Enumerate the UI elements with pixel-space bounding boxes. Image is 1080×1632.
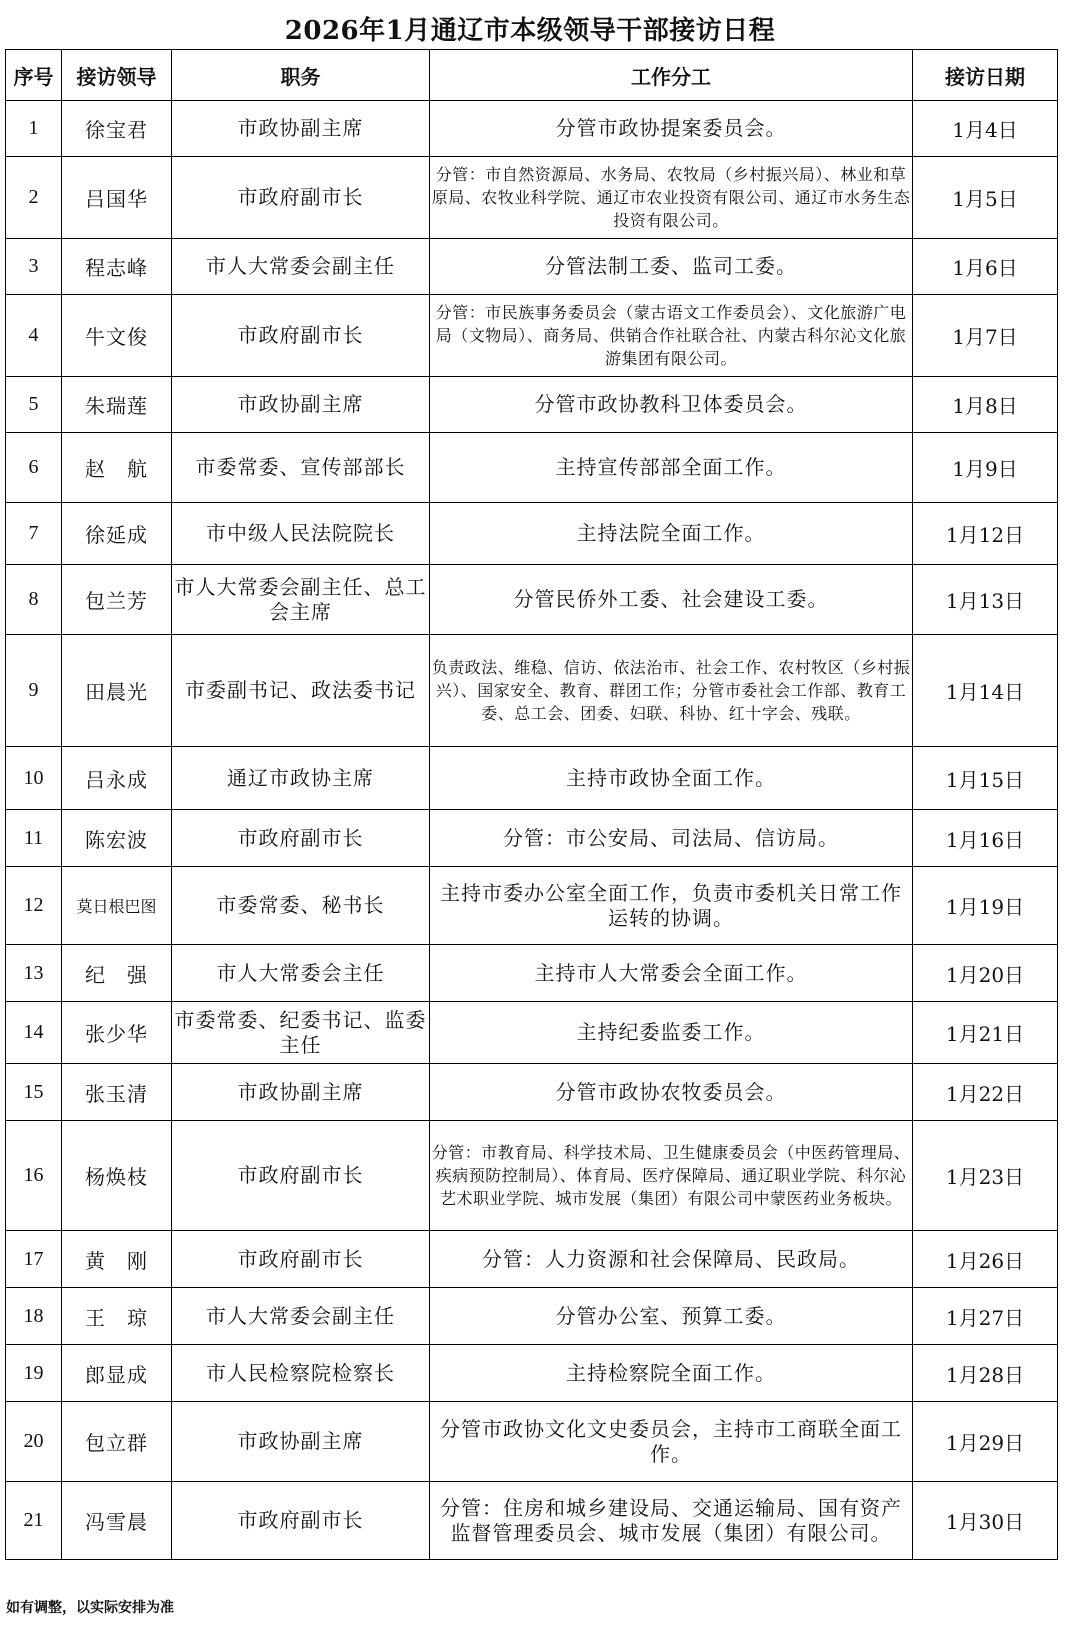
table-row	[6, 867, 1058, 945]
row-leader: 程志峰	[62, 239, 172, 295]
row-position: 市政府副市长	[172, 1121, 430, 1231]
table-row	[6, 1482, 1058, 1560]
row-position: 市人民检察院检察长	[172, 1345, 430, 1402]
row-no: 4	[6, 295, 62, 377]
row-no: 11	[6, 810, 62, 867]
row-date: 1月22日	[913, 1064, 1058, 1121]
row-leader: 杨焕枝	[62, 1121, 172, 1231]
row-date: 1月15日	[913, 747, 1058, 810]
row-position: 市中级人民法院院长	[172, 503, 430, 565]
row-position: 市政府副市长	[172, 295, 430, 377]
row-duty: 分管办公室、预算工委。	[430, 1288, 913, 1345]
row-position: 通辽市政协主席	[172, 747, 430, 810]
row-position: 市政府副市长	[172, 1482, 430, 1560]
table-row	[6, 433, 1058, 503]
row-duty: 分管民侨外工委、社会建设工委。	[430, 565, 913, 635]
table-row	[6, 157, 1058, 239]
row-position: 市人大常委会副主任	[172, 239, 430, 295]
row-date: 1月21日	[913, 1002, 1058, 1064]
row-position: 市政府副市长	[172, 810, 430, 867]
table-row	[6, 295, 1058, 377]
header-duty: 工作分工	[430, 50, 913, 101]
row-leader: 牛文俊	[62, 295, 172, 377]
row-date: 1月8日	[913, 377, 1058, 433]
row-no: 10	[6, 747, 62, 810]
row-date: 1月19日	[913, 867, 1058, 945]
row-duty: 负责政法、维稳、信访、依法治市、社会工作、农村牧区（乡村振兴）、国家安全、教育、群团工作；分管市委社会工作部、教育工委、总工会、团委、妇联、科协、红十字会、残联。	[430, 635, 913, 747]
table-row	[6, 101, 1058, 157]
row-duty: 分管：市公安局、司法局、信访局。	[430, 810, 913, 867]
row-position: 市委常委、宣传部部长	[172, 433, 430, 503]
row-leader: 黄 刚	[62, 1231, 172, 1288]
table-row	[6, 1002, 1058, 1064]
row-position: 市委常委、纪委书记、监委主任	[172, 1002, 430, 1064]
row-date: 1月16日	[913, 810, 1058, 867]
row-duty: 分管市政协教科卫体委员会。	[430, 377, 913, 433]
row-leader: 包兰芳	[62, 565, 172, 635]
row-position: 市政府副市长	[172, 157, 430, 239]
row-leader: 王 琼	[62, 1288, 172, 1345]
row-duty: 主持市委办公室全面工作，负责市委机关日常工作运转的协调。	[430, 867, 913, 945]
table-row	[6, 1121, 1058, 1231]
table-header-row	[6, 50, 1058, 101]
row-duty: 分管市政协文化文史委员会，主持市工商联全面工作。	[430, 1402, 913, 1482]
row-date: 1月14日	[913, 635, 1058, 747]
row-position: 市政协副主席	[172, 377, 430, 433]
row-no: 16	[6, 1121, 62, 1231]
row-no: 14	[6, 1002, 62, 1064]
row-no: 18	[6, 1288, 62, 1345]
row-no: 17	[6, 1231, 62, 1288]
row-duty: 分管市政协提案委员会。	[430, 101, 913, 157]
table-row	[6, 503, 1058, 565]
row-date: 1月26日	[913, 1231, 1058, 1288]
header-position: 职务	[172, 50, 430, 101]
header-date: 接访日期	[913, 50, 1058, 101]
row-position: 市人大常委会主任	[172, 945, 430, 1002]
table-row	[6, 945, 1058, 1002]
row-date: 1月7日	[913, 295, 1058, 377]
row-date: 1月30日	[913, 1482, 1058, 1560]
row-leader: 吕永成	[62, 747, 172, 810]
row-position: 市委副书记、政法委书记	[172, 635, 430, 747]
table-row	[6, 635, 1058, 747]
table-row	[6, 1231, 1058, 1288]
row-date: 1月13日	[913, 565, 1058, 635]
row-no: 2	[6, 157, 62, 239]
row-duty: 主持市人大常委会全面工作。	[430, 945, 913, 1002]
row-position: 市政协副主席	[172, 1402, 430, 1482]
row-date: 1月23日	[913, 1121, 1058, 1231]
row-leader: 陈宏波	[62, 810, 172, 867]
row-leader: 莫日根巴图	[62, 867, 172, 945]
row-no: 21	[6, 1482, 62, 1560]
header-leader: 接访领导	[62, 50, 172, 101]
row-leader: 赵 航	[62, 433, 172, 503]
row-no: 5	[6, 377, 62, 433]
row-no: 15	[6, 1064, 62, 1121]
row-date: 1月9日	[913, 433, 1058, 503]
row-no: 1	[6, 101, 62, 157]
row-duty: 分管：市自然资源局、水务局、农牧局（乡村振兴局）、林业和草原局、农牧业科学院、通辽市农业投资有限公司、通辽市水务生态投资有限公司。	[430, 157, 913, 239]
row-no: 19	[6, 1345, 62, 1402]
row-duty: 分管：人力资源和社会保障局、民政局。	[430, 1231, 913, 1288]
row-leader: 张少华	[62, 1002, 172, 1064]
page-title: 2026年1月通辽市本级领导干部接访日程	[284, 16, 776, 46]
table-row	[6, 1402, 1058, 1482]
row-leader: 徐延成	[62, 503, 172, 565]
table-row	[6, 810, 1058, 867]
row-date: 1月28日	[913, 1345, 1058, 1402]
row-position: 市政府副市长	[172, 1231, 430, 1288]
row-date: 1月4日	[913, 101, 1058, 157]
row-position: 市委常委、秘书长	[172, 867, 430, 945]
row-no: 20	[6, 1402, 62, 1482]
row-duty: 主持宣传部部全面工作。	[430, 433, 913, 503]
row-no: 3	[6, 239, 62, 295]
table-row	[6, 239, 1058, 295]
row-duty: 分管：市民族事务委员会（蒙古语文工作委员会）、文化旅游广电局（文物局）、商务局、供销合作社联合社、内蒙古科尔沁文化旅游集团有限公司。	[430, 295, 913, 377]
row-duty: 主持检察院全面工作。	[430, 1345, 913, 1402]
row-no: 13	[6, 945, 62, 1002]
row-no: 9	[6, 635, 62, 747]
header-no: 序号	[6, 50, 62, 101]
row-leader: 包立群	[62, 1402, 172, 1482]
row-date: 1月27日	[913, 1288, 1058, 1345]
row-position: 市政协副主席	[172, 101, 430, 157]
row-leader: 徐宝君	[62, 101, 172, 157]
row-leader: 郎显成	[62, 1345, 172, 1402]
row-no: 7	[6, 503, 62, 565]
row-leader: 朱瑞莲	[62, 377, 172, 433]
table-row	[6, 1064, 1058, 1121]
row-leader: 纪 强	[62, 945, 172, 1002]
row-duty: 分管：住房和城乡建设局、交通运输局、国有资产监督管理委员会、城市发展（集团）有限公司。	[430, 1482, 913, 1560]
row-date: 1月29日	[913, 1402, 1058, 1482]
row-duty: 分管法制工委、监司工委。	[430, 239, 913, 295]
row-position: 市政协副主席	[172, 1064, 430, 1121]
row-date: 1月5日	[913, 157, 1058, 239]
row-leader: 冯雪晨	[62, 1482, 172, 1560]
row-no: 12	[6, 867, 62, 945]
row-leader: 吕国华	[62, 157, 172, 239]
footnote: 如有调整，以实际安排为准	[6, 1600, 174, 1616]
row-date: 1月20日	[913, 945, 1058, 1002]
row-leader: 张玉清	[62, 1064, 172, 1121]
row-no: 8	[6, 565, 62, 635]
row-leader: 田晨光	[62, 635, 172, 747]
table-row	[6, 377, 1058, 433]
row-date: 1月12日	[913, 503, 1058, 565]
row-duty: 分管：市教育局、科学技术局、卫生健康委员会（中医药管理局、疾病预防控制局）、体育局、医疗保障局、通辽职业学院、科尔沁艺术职业学院、城市发展（集团）有限公司中蒙医药业务板块。	[430, 1121, 913, 1231]
row-duty: 主持法院全面工作。	[430, 503, 913, 565]
table-row	[6, 1345, 1058, 1402]
row-duty: 主持市政协全面工作。	[430, 747, 913, 810]
row-no: 6	[6, 433, 62, 503]
row-position: 市人大常委会副主任	[172, 1288, 430, 1345]
schedule-table	[5, 49, 1058, 1560]
table-row	[6, 747, 1058, 810]
table-row	[6, 1288, 1058, 1345]
row-duty: 分管市政协农牧委员会。	[430, 1064, 913, 1121]
table-row	[6, 565, 1058, 635]
row-duty: 主持纪委监委工作。	[430, 1002, 913, 1064]
row-date: 1月6日	[913, 239, 1058, 295]
row-position: 市人大常委会副主任、总工会主席	[172, 565, 430, 635]
